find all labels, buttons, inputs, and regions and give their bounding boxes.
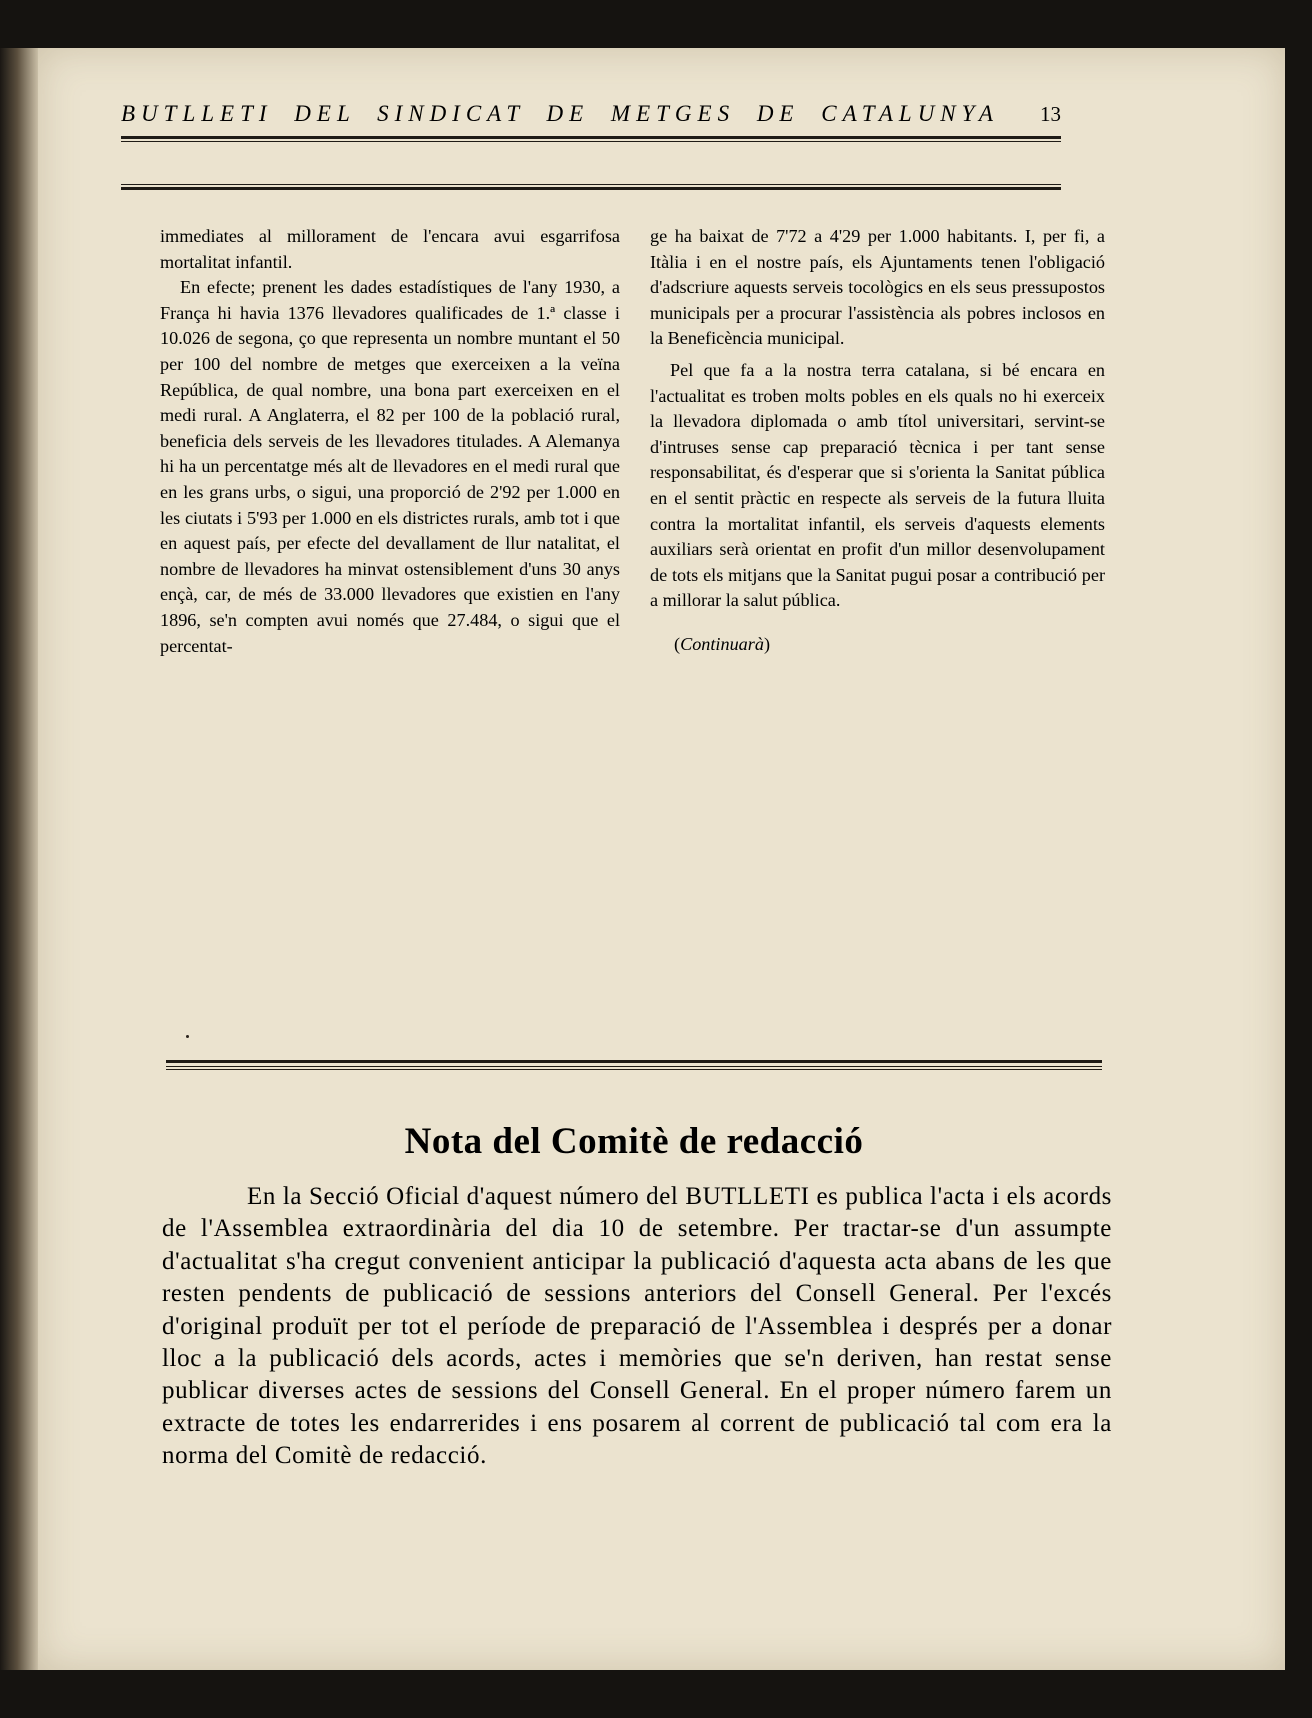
section-rule-thin xyxy=(166,1066,1102,1067)
note-heading: Nota del Comitè de redacció xyxy=(404,1121,864,1162)
section-rule-thin-2 xyxy=(166,1069,1102,1070)
right-column xyxy=(650,224,1105,658)
ink-speck xyxy=(186,1035,189,1038)
running-header xyxy=(121,100,1061,128)
note-paragraph: En la Secció Oficial d'aquest número del BUTLLETI es publica l'acta i els acords de l'Assemblea extraordinària del dia 10 de setembre. Per tractar-se d'un assumpte d'actualitat s'ha cregut convenient anticipar la publicació d'aquesta acta abans de les que resten pendents de publicació de sessions anteriors del Consell General. Per l'excés d'original produït per tot el període de preparació de l'Assemblea i després per a donar lloc a la publicació dels acords, actes i memòries que se'n deriven, han restat sense publicar diverses actes de sessions del Consell General. En el proper número farem un extracte de totes les endarrerides i ens posarem al corrent de publicació tal com era la norma del Comitè de redacció. xyxy=(162,1183,1112,1470)
left-column xyxy=(160,224,620,659)
page-binding-edge xyxy=(0,48,38,1670)
paragraph: Pel que fa a la nostra terra catalana, si bé encara en l'actualitat es troben molts pobles en els quals no hi exerceix la llevadora diplomada o amb títol universitari, servint-se d'intruses sense cap preparació tècnica i per tant sense responsabilitat, és d'esperar que si s'orienta la Sanitat pública en el sentit pràctic en respecte als serveis de la futura lluita contra la mortalitat infantil, els serveis d'aquests elements auxiliars serà orientat en profit d'un millor desenvolupament de tots els mitjans que la Sanitat pugui posar a contribució per a millorar la salut pública. xyxy=(650,359,1105,611)
note-body xyxy=(162,1181,1112,1473)
paragraph: En efecte; prenent les dades estadístiques de l'any 1930, a França hi havia 1376 llevadores qualificades de 1.ª classe i 10.026 de segona, ço que representa un nombre muntant el 50 per 100 del nombre de metges que exerceixen a la veïna República, de qual nombre, una bona part exerceixen en el medi rural. A Anglaterra, el 82 per 100 de la població rural, beneficia dels serveis de les llevadores titulades. A Alemanya hi ha un percentatge més alt de llevadores en el medi rural que en les grans urbs, o sigui, una proporció de 2'92 per 1.000 en les ciutats i 5'93 per 1.000 en els districtes rurals, amb tot i que en aquest país, per efecte del devallament de llur natalitat, el nombre de llevadores ha minvat ostensiblement d'uns 30 anys ençà, car, de més de 33.000 llevadores que existien en l'any 1896, se'n compten avui només que 27.484, o sigui que el percentat- xyxy=(160,277,620,656)
continues-note: (Continuarà) xyxy=(674,633,771,654)
page-number: 13 xyxy=(1040,101,1061,126)
header-rule-top-thin xyxy=(121,141,1061,142)
header-rule-bottom-thick xyxy=(121,187,1061,190)
header-rule-bottom-thin xyxy=(121,184,1061,185)
paragraph: ge ha baixat de 7'72 a 4'29 per 1.000 habitants. I, per fi, a Itàlia i en el nostre país, els Ajuntaments tenen l'obligació d'adscriure aquests serveis tocològics en els seus pressupostos municipals per a procurar l'assistència als pobres inclosos en la Beneficència municipal. xyxy=(650,226,1105,349)
paragraph: immediates al millorament de l'encara avui esgarrifosa mortalitat infantil. xyxy=(160,226,620,272)
header-rule-top-thick xyxy=(121,136,1061,139)
journal-title: BUTLLETI DEL SINDICAT DE METGES DE CATALUNYA xyxy=(121,101,999,126)
section-rule-thick xyxy=(166,1060,1102,1063)
